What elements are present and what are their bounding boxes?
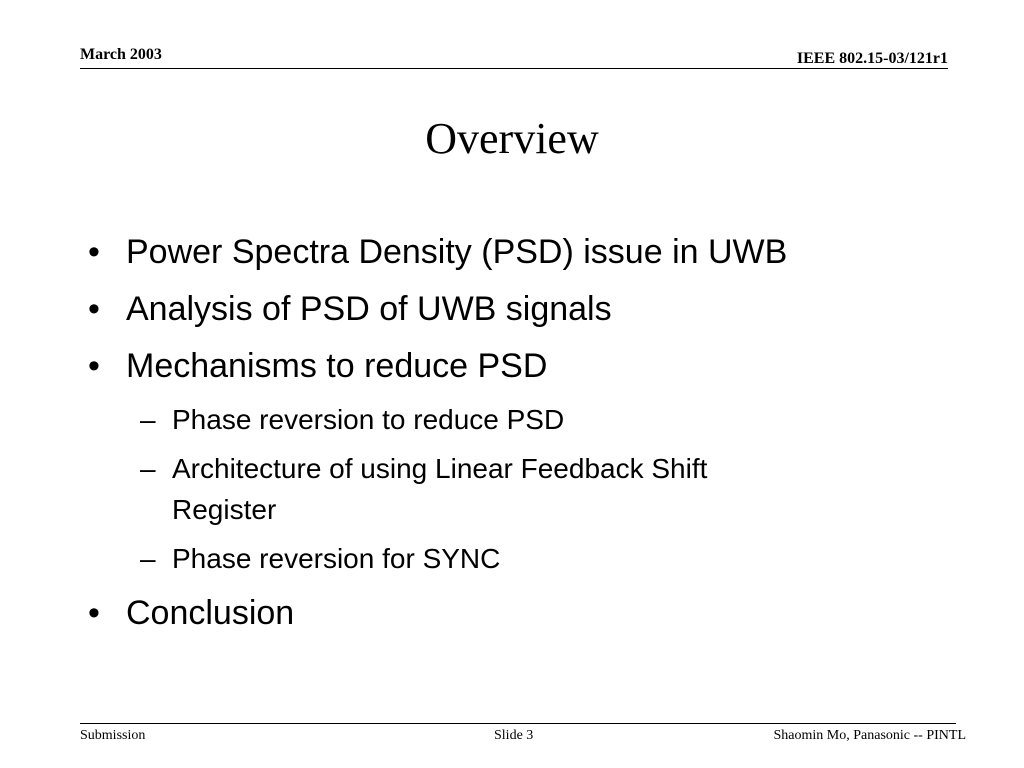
bullet-text: Conclusion: [126, 594, 295, 632]
sub-bullet-marker: –: [140, 404, 156, 435]
header-document-id: IEEE 802.15-03/121r1: [796, 50, 948, 67]
bullet-marker: •: [88, 594, 100, 632]
sub-bullet-text: Architecture of using Linear Feedback Shift: [172, 453, 708, 484]
footer-rule: [80, 723, 956, 724]
sub-bullet-continuation-text: Register: [172, 494, 277, 525]
bullet-marker: •: [88, 233, 100, 271]
bullet-marker: •: [88, 290, 100, 328]
sub-bullet-text: Phase reversion to reduce PSD: [172, 404, 565, 435]
slide-title: Overview: [425, 114, 599, 163]
bullet-marker: •: [88, 347, 100, 385]
bullet-text: Mechanisms to reduce PSD: [126, 347, 548, 385]
sub-bullet-marker: –: [140, 543, 156, 574]
sub-bullet-marker: –: [140, 453, 156, 484]
footer-slide-number: Slide 3: [494, 728, 534, 743]
footer-submission: Submission: [80, 728, 146, 743]
footer-author: Shaomin Mo, Panasonic -- PINTL: [773, 728, 966, 743]
bullet-text: Power Spectra Density (PSD) issue in UWB: [126, 233, 788, 271]
sub-bullet-text: Phase reversion for SYNC: [172, 543, 501, 574]
header-date: March 2003: [80, 46, 162, 63]
bullet-text: Analysis of PSD of UWB signals: [126, 290, 612, 328]
